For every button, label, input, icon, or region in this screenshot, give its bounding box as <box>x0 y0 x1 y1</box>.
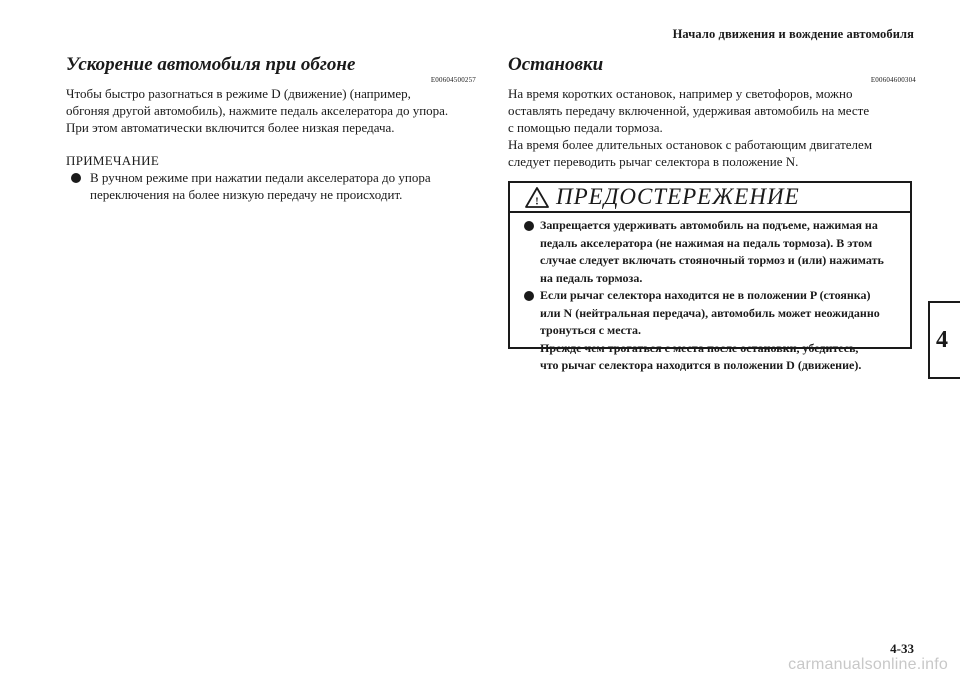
note-line: В ручном режиме при нажатии педали акселератора до упора <box>90 170 431 185</box>
warning-line: Запрещается удерживать автомобиль на подъеме, нажимая на <box>540 218 878 232</box>
watermark: carmanualsonline.info <box>788 656 948 673</box>
note-line: переключения на более низкую передачу не происходит. <box>90 187 403 202</box>
chapter-tab <box>928 301 960 379</box>
warning-header <box>510 183 910 213</box>
paragraph-line: следует переводить рычаг селектора в положение N. <box>508 154 799 169</box>
warning-line: Если рычаг селектора находится не в положении P (стоянка) <box>540 288 871 302</box>
bullet-icon <box>524 221 534 231</box>
section-title-stops: Остановки <box>508 54 604 75</box>
section-title-overtaking: Ускорение автомобиля при обгоне <box>66 54 356 75</box>
warning-line: или N (нейтральная передача), автомобиль может неожиданно <box>540 305 880 320</box>
section-code: E00604600304 <box>870 76 916 84</box>
warning-line: педаль акселератора (не нажимая на педаль тормоза). В этом <box>540 235 873 250</box>
warning-line: случае следует включать стояночный тормоз и (или) нажимать <box>540 253 884 267</box>
warning-body <box>510 213 910 375</box>
paragraph-line: оставлять передачу включенной, удерживая автомобиль на месте <box>508 103 870 118</box>
paragraph-line: При этом автоматически включится более низкая передача. <box>66 120 395 135</box>
paragraph-line: с помощью педали тормоза. <box>508 120 663 135</box>
stops-paragraph <box>508 85 916 170</box>
paragraph-line: На время коротких остановок, например у светофоров, можно <box>508 86 853 101</box>
warning-box <box>508 181 912 372</box>
note-item <box>66 169 476 203</box>
bullet-icon <box>71 173 81 183</box>
warning-title: ПРЕДОСТЕРЕЖЕНИЕ <box>556 184 800 209</box>
warning-icon-mark: ! <box>535 195 539 208</box>
section-overtaking <box>66 52 476 203</box>
running-header: Начало движения и вождение автомобиля <box>672 27 914 41</box>
note-label: ПРИМЕЧАНИЕ <box>66 153 160 168</box>
paragraph-line: На время более длительных остановок с работающим двигателем <box>508 137 873 152</box>
section-code: E00604500257 <box>430 76 476 84</box>
bullet-icon <box>524 291 534 301</box>
page-number: 4-33 <box>890 641 914 656</box>
paragraph-line: обгоняя другой автомобиль), нажмите педаль акселератора до упора. <box>66 103 449 118</box>
overtaking-paragraph <box>66 85 476 136</box>
warning-line: на педаль тормоза. <box>540 270 643 285</box>
warning-triangle-icon <box>525 187 549 208</box>
warning-line: Прежде чем трогаться с места после остановки, убедитесь, <box>540 340 859 355</box>
warning-line: что рычаг селектора находится в положении D (движение). <box>540 358 862 372</box>
warning-item <box>510 217 902 287</box>
warning-line: тронуться с места. <box>540 323 642 337</box>
warning-item <box>510 287 902 375</box>
chapter-number: 4 <box>936 327 948 353</box>
paragraph-line: Чтобы быстро разогнаться в режиме D (движение) (например, <box>66 86 411 101</box>
section-stops <box>508 52 916 170</box>
